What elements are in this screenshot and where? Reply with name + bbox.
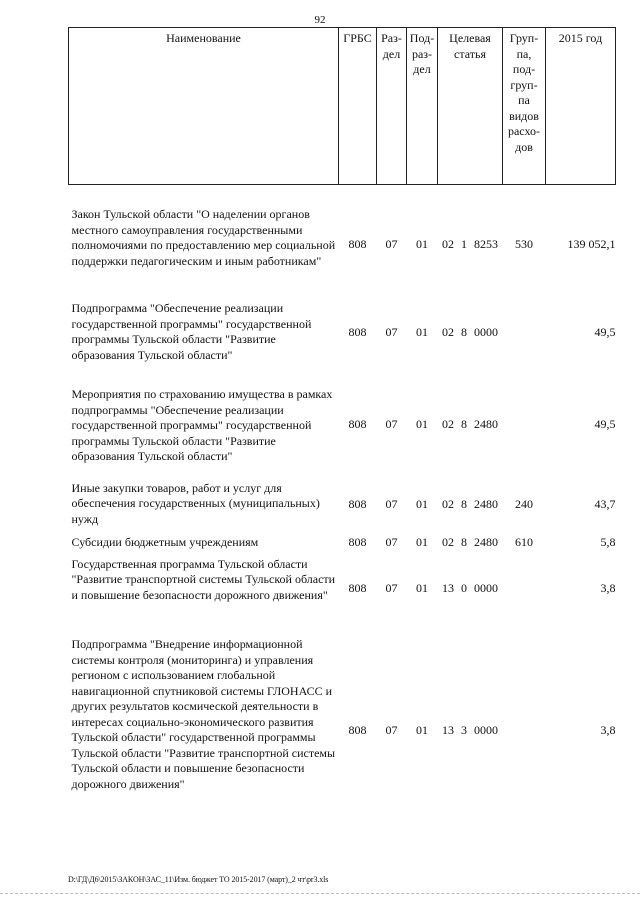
cell-name: Мероприятия по страхованию имущества в рамках подпрограммы "Обеспечение реализации государственной программы" государственной программы Тульской области "Развитие образования Тульской области" [71,387,333,463]
cell-grbs: 808 [348,325,367,339]
cell-razdel: 07 [385,417,398,431]
cell-podrazdel: 01 [416,535,428,549]
cell-name: Подпрограмма "Внедрение информационной системы контроля (мониторинга) и управления регионом с использованием глобальной навигационной спутниковой системы ГЛОНАСС и других результатов космической деятельности в интересах социально-экономического развития Тульской области" государственной программы Тульской области "Развитие транспортной системы Тульской области и повышение безопасности дорожного движения" [71,637,336,791]
cell-name: Субсидии бюджетным учреждениям [71,535,259,549]
header-razdel: Раз- дел [377,28,407,185]
cell-amount: 49,5 [594,325,616,339]
cell-celevaya: 02 8 2480 [442,417,498,431]
cell-podrazdel: 01 [416,723,428,737]
cell-gruppa [503,363,546,465]
cell-razdel: 07 [385,580,398,595]
cell-razdel: 07 [385,535,398,549]
table-row [69,603,616,792]
cell-grbs: 808 [348,417,367,431]
cell-grbs: 808 [348,535,367,549]
cell-celevaya: 13 0 0000 [442,580,498,595]
table-row [69,185,616,270]
cell-razdel: 07 [385,237,398,251]
cell-amount: 139 052,1 [567,237,616,251]
cell-celevaya: 02 8 2480 [442,535,498,549]
table-row [69,527,616,551]
cell-grbs: 808 [348,723,367,737]
cell-name: Иные закупки товаров, работ и услуг для обеспечения государственных (муниципальных) нужд [71,480,320,526]
cell-gruppa [503,603,546,792]
footer-file-path: D:\ГД\Д6\2015\ЗАКОН\ЗАС_11\Изм. бюджет ТО 2015-2017 (март)_2 чт\pr3.xls [68,875,329,884]
cell-podrazdel: 01 [416,237,428,251]
cell-grbs: 808 [348,496,367,511]
table-row [69,551,616,604]
header-year: 2015 год [546,28,616,185]
cell-amount: 43,7 [594,496,616,511]
header-name: Наименование [69,28,339,185]
cell-razdel: 07 [385,496,398,511]
cell-amount: 3,8 [600,723,616,737]
cell-gruppa: 530 [515,237,533,251]
cell-podrazdel: 01 [416,417,428,431]
cell-name: Государственная программа Тульской области "Развитие транспортной системы Тульской области и повышение безопасности дорожного движения" [71,556,336,602]
table-header-row [69,28,616,185]
cell-podrazdel: 01 [416,325,428,339]
cell-amount: 49,5 [594,417,616,431]
cell-gruppa [503,269,546,363]
cell-amount: 5,8 [600,535,616,549]
page-number: 92 [314,14,326,26]
header-podrazdel: Под- раз- дел [407,28,438,185]
cell-name: Закон Тульской области "О наделении органов местного самоуправления государственными полномочиями по предоставлению мер социальной поддержки педагогическим и иным работникам" [71,207,336,268]
table-row [69,465,616,528]
budget-table [68,27,616,792]
cell-gruppa [503,551,546,604]
header-grbs: ГРБС [339,28,377,185]
cell-name: Подпрограмма "Обеспечение реализации государственной программы" государственной программы Тульской области "Развитие образования Тульской области" [71,301,312,362]
cell-podrazdel: 01 [416,580,428,595]
cell-gruppa: 610 [515,535,533,549]
header-gruppa: Груп- па, под- груп- па видов расхо- дов [503,28,546,185]
cell-grbs: 808 [348,580,367,595]
cell-celevaya: 02 8 0000 [442,325,498,339]
cell-amount: 3,8 [600,580,616,595]
cell-grbs: 808 [348,237,367,251]
cell-celevaya: 02 8 2480 [442,496,498,511]
footer-divider [0,893,640,895]
cell-celevaya: 02 1 8253 [442,237,498,251]
table-row [69,269,616,363]
cell-razdel: 07 [385,723,398,737]
cell-celevaya: 13 3 0000 [442,723,498,737]
cell-gruppa: 240 [515,496,533,511]
table-row [69,363,616,465]
cell-podrazdel: 01 [416,496,428,511]
cell-razdel: 07 [385,325,398,339]
header-celevaya: Целевая статья [438,28,503,185]
